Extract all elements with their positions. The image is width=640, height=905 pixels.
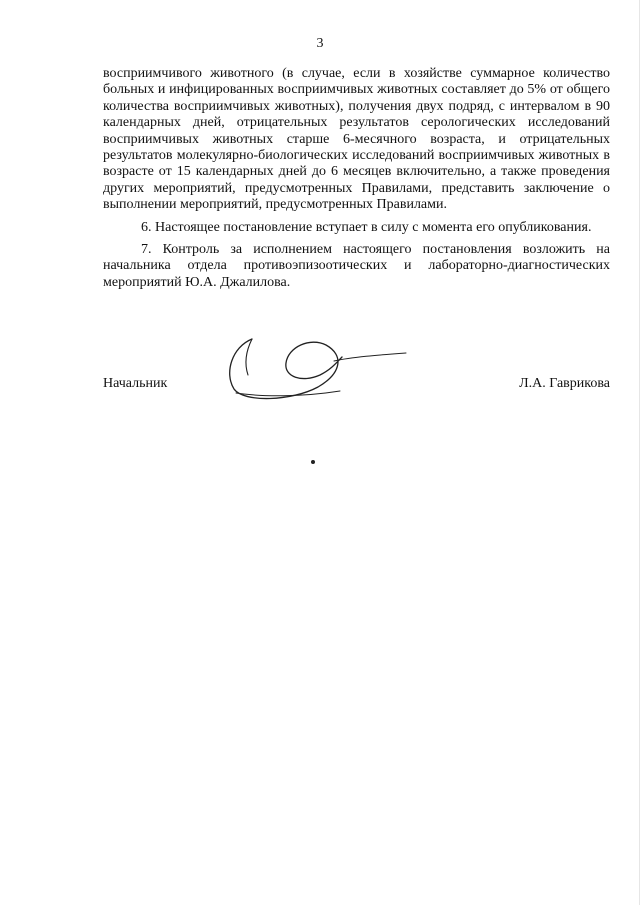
signer-title: Начальник [103,376,168,391]
document-body [103,66,610,291]
signature-block [103,372,610,402]
signer-name: Л.А. Гаврикова [519,376,610,391]
paragraph-item-7: 7. Контроль за исполнением настоящего постановления возложить на начальника отдела противоэпизоотических и лабораторно-диагностических мероприятий Ю.А. Джалилова. [103,242,610,290]
scan-artifact-dot [311,460,315,464]
paragraph-item-6: 6. Настоящее постановление вступает в силу с момента его опубликования. [141,219,592,235]
page-number: 3 [316,36,324,51]
paragraph-continuation: восприимчивого животного (в случае, если в хозяйстве суммарное количество больных и инфицированных восприимчивых животных составляет до 5% от общего количества восприимчивых животных), получения двух подряд, с интервалом в 90 календарных дней, отрицательных результатов серологических исследований восприимчивых животных старше 6-месячного возраста, и отрицательных результатов молекулярно-биологических исследований восприимчивых животных в возрасте от 15 календарных дней до 6 месяцев включительно, а также проведения других мероприятий, предусмотренных Правилами, представить заключение о выполнении мероприятий, предусмотренных Правилами. [103,66,610,213]
